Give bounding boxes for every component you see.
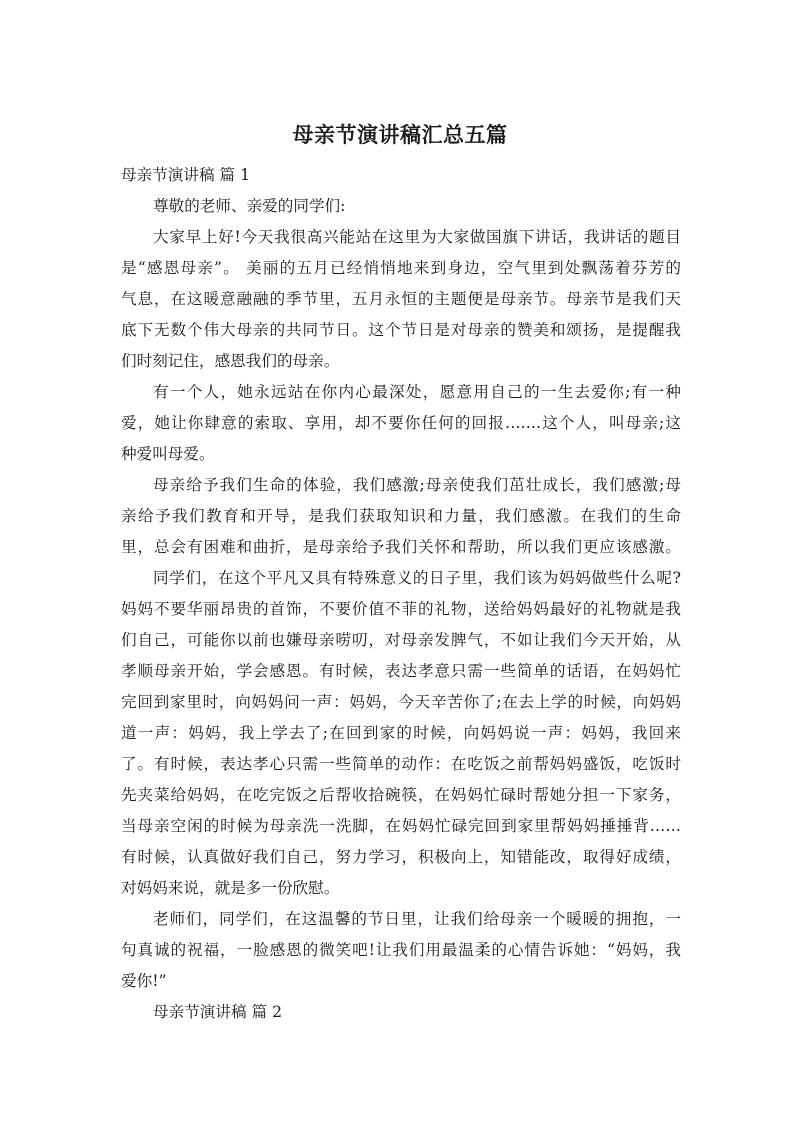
paragraph-line: 句真诚的祝福，一脸感恩的微笑吧!让我们用最温柔的心情告诉她：“妈妈，我 [121, 941, 681, 959]
paragraph-line: 亲给予我们教育和开导，是我们获取知识和力量，我们感激。在我们的生命 [121, 507, 681, 525]
paragraph-line: 底下无数个伟大母亲的共同节日。这个节日是对母亲的赞美和颂扬，是提醒我 [121, 321, 681, 339]
paragraph-line: 道一声：妈妈，我上学去了;在回到家的时候，向妈妈说一声：妈妈，我回来 [121, 724, 681, 742]
paragraph-line: 们自己，可能你以前也嫌母亲唠叨，对母亲发脾气，不如让我们今天开始，从 [121, 631, 681, 649]
paragraph-line: 当母亲空闲的时候为母亲洗一洗脚，在妈妈忙碌完回到家里帮妈妈捶捶背…… [121, 817, 681, 835]
paragraph-line: 气息，在这暖意融融的季节里，五月永恒的主题便是母亲节。母亲节是我们天 [121, 290, 681, 308]
paragraph-line: 有时候，认真做好我们自己，努力学习，积极向上，知错能改，取得好成绩， [121, 848, 681, 866]
paragraph-line: 了。有时候，表达孝心只需一些简单的动作：在吃饭之前帮妈妈盛饭，吃饭时 [121, 755, 681, 773]
paragraph-line: 们时刻记住，感恩我们的母亲。 [121, 352, 340, 370]
paragraph-line: 先夹菜给妈妈，在吃完饭之后帮收拾碗筷，在妈妈忙碌时帮她分担一下家务， [121, 786, 681, 804]
section-heading-2: 母亲节演讲稿 篇 2 [153, 1003, 282, 1021]
document-title: 母亲节演讲稿汇总五篇 [292, 123, 508, 147]
paragraph-line: 爱，她让你肆意的索取、享用，却不要你任何的回报…….这个人，叫母亲;这 [121, 414, 681, 432]
paragraph-line: 里，总会有困难和曲折，是母亲给予我们关怀和帮助，所以我们更应该感激。 [121, 538, 681, 556]
paragraph-line: 大家早上好!今天我很高兴能站在这里为大家做国旗下讲话，我讲话的题目 [153, 228, 681, 246]
paragraph-line: 有一个人，她永远站在你内心最深处，愿意用自己的一生去爱你;有一种 [153, 383, 681, 401]
paragraph-line: 母亲给予我们生命的体验，我们感激;母亲使我们茁壮成长，我们感激;母 [153, 476, 681, 494]
paragraph-line: 是“感恩母亲”。 美丽的五月已经悄悄地来到身边，空气里到处飘荡着芬芳的 [121, 259, 681, 277]
paragraph-line: 对妈妈来说，就是多一份欣慰。 [121, 879, 340, 897]
paragraph-line: 妈妈不要华丽昂贵的首饰，不要价值不菲的礼物，送给妈妈最好的礼物就是我 [121, 600, 681, 618]
paragraph-line: 同学们，在这个平凡又具有特殊意义的日子里，我们该为妈妈做些什么呢? [153, 569, 681, 587]
document-body [121, 160, 681, 1028]
section-heading-1: 母亲节演讲稿 篇 1 [121, 166, 250, 184]
paragraph-line: 爱你!” [121, 972, 167, 990]
paragraph-line: 老师们，同学们，在这温馨的节日里，让我们给母亲一个暖暖的拥抱，一 [153, 910, 681, 928]
paragraph-line: 尊敬的老师、亲爱的同学们: [153, 197, 346, 215]
paragraph-line: 孝顺母亲开始，学会感恩。有时候，表达孝意只需一些简单的话语，在妈妈忙 [121, 662, 681, 680]
paragraph-line: 种爱叫母爱。 [121, 445, 215, 463]
paragraph-line: 完回到家里时，向妈妈问一声：妈妈，今天辛苦你了;在去上学的时候，向妈妈 [121, 693, 681, 711]
